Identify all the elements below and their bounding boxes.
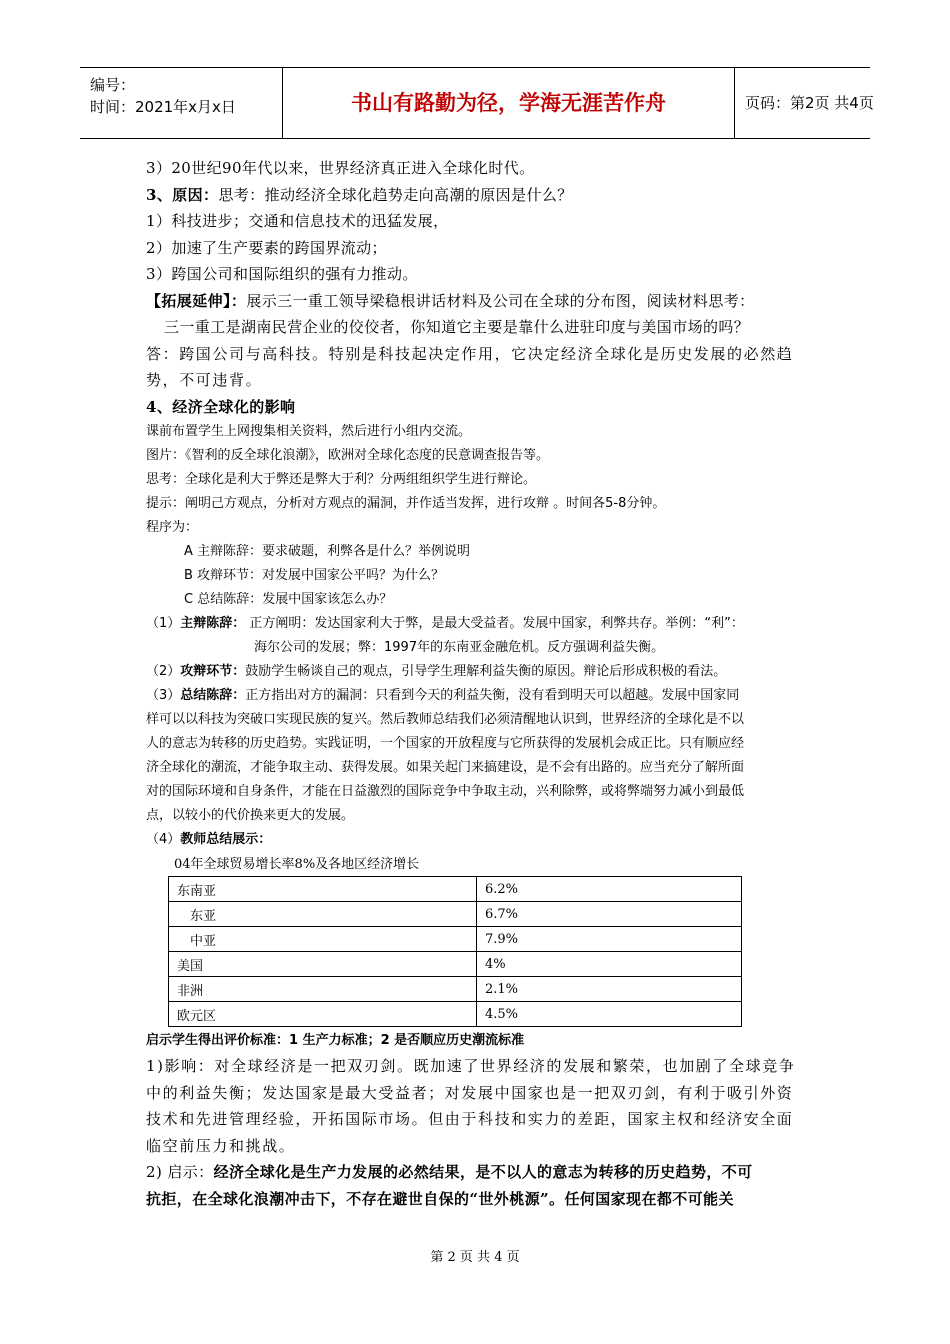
step-number: （1） [146,616,181,631]
header-meta [80,68,283,138]
insight-line [146,1159,816,1186]
paragraph-line: 海尔公司的发展；弊：1997年的东南亚金融危机。反方强调利益失衡。 [254,640,665,655]
insight-label: 2) 启示： [146,1163,214,1181]
procedure-item: A 主辩陈辞：要求破题，利弊各是什么？举例说明 [184,544,471,559]
paragraph-line: 2）加速了生产要素的跨国界流动； [146,238,387,257]
section-heading [146,182,816,209]
step-number: （4） [146,832,181,847]
paragraph-line: 3）20世纪90年代以来，世界经济真正进入全球化时代。 [146,159,535,177]
paragraph-line: 1)影响：对全球经济是一把双刃剑。既加速了世界经济的发展和繁荣，也加剧了全球竞争 [146,1057,796,1075]
header-motto: 书山有路勤为径，学海无涯苦作舟 [283,68,735,138]
paragraph-line: 课前布置学生上网搜集相关资料，然后进行小组内交流。 [146,424,472,439]
evaluation-standard: 启示学生得出评价标准：1 生产力标准；2 是否顺应历史潮流标准 [146,1033,525,1048]
paragraph-line: 人的意志为转移的历史趋势。实践证明，一个国家的开放程度与它所获得的发展机会成正比。只有顺应经 [146,736,745,751]
paragraph-line: 中的利益失衡；发达国家是最大受益者；对发展中国家也是一把双刃剑，有利于吸引外资 [146,1083,794,1102]
paragraph-line: 技术和先进管理经验，开拓国际市场。但由于科技和实力的差距，国家主权和经济安全面 [146,1110,794,1128]
header-page-info: 页码：第2页 共4页 [745,94,874,112]
step-number: （3） [146,688,181,703]
step-label: 总结陈辞： [180,688,246,703]
paragraph-line: 提示：阐明己方观点，分析对方观点的漏洞，并作适当发挥，进行攻辩 。时间各5-8分钟。 [146,496,666,511]
section-heading: 4、经济全球化的影响 [146,397,296,416]
table-row [169,877,742,902]
extension-text: 展示三一重工领导梁稳根讲话材料及公司在全球的分布图，阅读材料思考： [246,291,755,310]
paragraph-line: 临空前压力和挑战。 [146,1136,296,1155]
table-row [169,977,742,1002]
step-number: （2） [146,664,181,679]
number-label: 编号： [90,76,136,94]
paragraph-line: 三一重工是湖南民营企业的佼佼者，你知道它主要是靠什么进驻印度与美国市场的吗？ [164,318,750,336]
growth-value-cell: 6.2% [477,877,742,902]
insight-text: 经济全球化是生产力发展的必然结果，是不以人的意志为转移的历史趋势，不可 [213,1163,753,1181]
paragraph-line: 1）科技进步；交通和信息技术的迅猛发展， [146,212,449,230]
heading-text: 思考：推动经济全球化趋势走向高潮的原因是什么？ [218,185,573,204]
procedure-item: B 攻辩环节：对发展中国家公平吗？为什么？ [184,568,445,583]
page-footer: 第 2 页 共 4 页 [430,1250,520,1265]
debate-step [146,660,816,684]
step-text: 正方阐明：发达国家利大于弊，是最大受益者。发展中国家，利弊共存。举例：“利”： [245,616,744,631]
region-cell: 欧元区 [169,1002,477,1027]
step-text: 鼓励学生畅谈自己的观点，引导学生理解利益失衡的原因。辩论后形成积极的看法。 [245,664,727,679]
debate-step [146,684,816,708]
paragraph-line: 势，不可违背。 [146,371,263,389]
growth-value-cell: 4% [477,952,742,977]
paragraph-line: 点，以较小的代价换来更大的发展。 [146,808,355,823]
paragraph-line: 对的国际环境和自身条件，才能在日益激烈的国际竞争中争取主动，兴利除弊，或将弊端努力减小到最低 [146,784,745,799]
paragraph-line: 图片：《智利的反全球化浪潮》，欧洲对全球化态度的民意调查报告等。 [146,448,550,463]
table-caption: 04年全球贸易增长率8%及各地区经济增长 [174,857,420,872]
procedure-item: C 总结陈辞：发展中国家该怎么办？ [184,592,393,607]
paragraph-line: 样可以以科技为突破口实现民族的复兴。然后教师总结我们必须清醒地认识到，世界经济的全球化是不以 [146,712,745,727]
region-cell: 美国 [169,952,477,977]
growth-value-cell: 6.7% [477,902,742,927]
step-label: 教师总结展示： [180,832,272,847]
table-row [169,952,742,977]
page-header [80,67,874,139]
document-body [146,155,816,1212]
region-cell: 非洲 [169,977,477,1002]
debate-step [146,612,816,636]
paragraph-line: 思考：全球化是利大于弊还是弊大于利？分两组组织学生进行辩论。 [146,472,537,487]
extension-line [146,288,816,315]
extension-label: 【拓展延伸】： [146,291,247,310]
table-row [169,927,742,952]
paragraph-line: 济全球化的潮流，才能争取主动、获得发展。如果关起门来搞建设，是不会有出路的。应当充分了解所面 [146,760,745,775]
paragraph-line: 3）跨国公司和国际组织的强有力推动。 [146,265,418,283]
table-row [169,1002,742,1027]
step-label: 攻辩环节： [180,664,246,679]
table-body [169,877,742,1027]
growth-value-cell: 2.1% [477,977,742,1002]
growth-value-cell: 7.9% [477,927,742,952]
heading-label: 3、原因： [146,185,219,204]
region-cell: 东亚 [169,902,477,927]
paragraph-line: 答：跨国公司与高科技。特别是科技起决定作用，它决定经济全球化是历史发展的必然趋 [146,344,794,363]
paragraph-line: 抗拒，在全球化浪潮冲击下，不存在避世自保的“世外桃源”。任何国家现在都不可能关 [146,1189,734,1208]
date-line: 时间：2021年x月x日 [90,98,236,116]
growth-value-cell: 4.5% [477,1002,742,1027]
step-text: 正方指出对方的漏洞：只看到今天的利益失衡，没有看到明天可以超越。发展中国家同 [245,688,740,703]
table-row [169,902,742,927]
debate-step [146,828,816,852]
paragraph-line: 程序为： [146,520,199,535]
step-label: 主辩陈辞： [180,616,246,631]
growth-table [168,876,742,1027]
region-cell: 中亚 [169,927,477,952]
region-cell: 东南亚 [169,877,477,902]
